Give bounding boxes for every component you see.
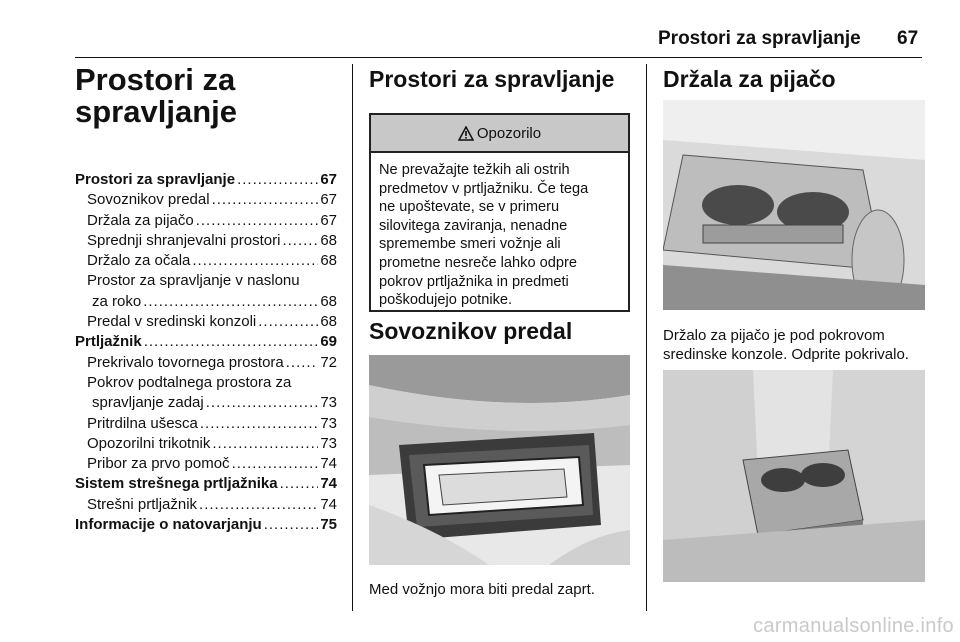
toc-entry-page: 73 [320, 394, 337, 412]
toc-entry-page: 73 [320, 434, 337, 452]
rear-cupholder-illustration [663, 370, 925, 582]
glovebox-illustration [369, 355, 630, 565]
toc-entry-page: 67 [320, 191, 337, 209]
toc-entry-label: Predal v sredinski konzoli [87, 313, 257, 331]
toc-entry-label: Prekrivalo tovornega prostora [87, 353, 284, 371]
toc-entry-label: Pokrov podtalnega prostora za [87, 373, 292, 391]
section-title: Prostori za spravljanje [369, 66, 615, 92]
watermark: carmanualsonline.info [753, 615, 954, 637]
toc-entry-page: 67 [320, 211, 337, 229]
cupholder-caption [663, 326, 909, 364]
toc-entry-label: Sprednji shranjevalni prostori [87, 231, 281, 249]
toc-entry-label: Opozorilni trikotnik [87, 434, 211, 452]
caption-line: Držalo za pijačo je pod pokrovom [663, 327, 885, 344]
warning-line: poškodujejo potnike. [379, 292, 513, 309]
warning-triangle-icon [458, 126, 474, 141]
toc-entry-label: Držala za pijačo [87, 211, 194, 229]
toc-entry-page: 69 [320, 333, 337, 351]
toc-entry-label: za roko [92, 292, 142, 310]
toc-entry-page: 68 [320, 231, 337, 249]
toc-leader-dots [206, 393, 319, 413]
toc-entry[interactable] [75, 190, 337, 210]
toc-entry[interactable] [75, 434, 337, 454]
toc-leader-dots [258, 312, 318, 332]
toc-entry[interactable] [75, 251, 337, 271]
toc-leader-dots [212, 190, 319, 210]
toc-entry-page: 73 [320, 414, 337, 432]
toc-entry[interactable] [75, 312, 337, 332]
toc-entry-page: 74 [320, 495, 337, 513]
toc-entry[interactable] [75, 231, 337, 251]
warning-line: predmetov v prtljažniku. Če tega [379, 180, 589, 197]
warning-line: pokrov prtljažnika in predmeti [379, 273, 569, 290]
toc-entry-label: Informacije o natovarjanju [75, 516, 262, 534]
toc-entry-label: Držalo za očala [87, 252, 191, 270]
toc-leader-dots [199, 495, 318, 515]
toc-entry[interactable] [75, 414, 337, 434]
toc-entry-page: 74 [320, 475, 337, 493]
glovebox-caption: Med vožnjo mora biti predal zaprt. [369, 581, 595, 598]
toc-entry-label: Prostor za spravljanje v naslonu [87, 272, 300, 290]
toc-entry[interactable] [75, 353, 337, 373]
warning-line: spremembe smeri vožnje ali [379, 236, 561, 253]
warning-line: Ne prevažajte težkih ali ostrih [379, 162, 570, 178]
toc-leader-dots [237, 170, 318, 190]
toc-entry-label: Sovoznikov predal [87, 191, 210, 209]
toc-entry[interactable] [75, 454, 337, 474]
warning-header [371, 115, 628, 153]
front-cupholder-illustration [663, 100, 925, 310]
warning-line: ne upoštevate, se v primeru [379, 199, 560, 216]
page-number: 67 [897, 28, 919, 49]
toc-leader-dots [280, 474, 319, 494]
toc-entry[interactable] [75, 515, 337, 535]
toc-leader-dots [212, 434, 318, 454]
toc-leader-dots [286, 353, 319, 373]
toc-leader-dots [143, 292, 318, 312]
toc-entry-page: 68 [320, 313, 337, 331]
chapter-title: Prostori za spravljanje [75, 62, 237, 129]
toc-entry-label: Pritrdilna ušesca [87, 414, 198, 432]
warning-line: silovitega zaviranja, nenadne [379, 217, 568, 234]
toc-entry[interactable] [75, 170, 337, 190]
toc-entry-label: spravljanje zadaj [92, 394, 204, 412]
toc-entry[interactable] [75, 474, 337, 494]
toc-entry-label: Prostori za spravljanje [75, 171, 236, 188]
toc-entry-page: 72 [320, 353, 337, 371]
toc-entry-label: Prtljažnik [75, 333, 142, 351]
running-header-title: Prostori za spravljanje [658, 28, 861, 49]
toc-entry-page: 75 [320, 516, 337, 534]
toc-entry[interactable] [75, 332, 337, 352]
toc-leader-dots [232, 454, 319, 474]
toc-entry-label: Sistem strešnega prtljažnika [75, 475, 278, 493]
column-divider-right [646, 64, 647, 611]
toc-entry[interactable] [75, 271, 337, 291]
warning-title: Opozorilo [476, 124, 542, 142]
toc-entry-label: Pribor za prvo pomoč [87, 455, 230, 473]
toc-entry-page: 67 [320, 171, 337, 188]
toc-entry-label: Strešni prtljažnik [87, 495, 198, 513]
toc-entry[interactable] [75, 495, 337, 515]
warning-text [371, 153, 628, 310]
cupholder-title: Držala za pijačo [663, 66, 836, 92]
toc-entry[interactable] [75, 292, 337, 312]
toc-entry[interactable] [75, 211, 337, 231]
glovebox-title: Sovoznikov predal [369, 318, 573, 344]
toc-leader-dots [282, 231, 318, 251]
header-rule [75, 57, 922, 58]
toc-entry-page: 74 [320, 455, 337, 473]
toc-leader-dots [144, 332, 319, 352]
column-divider-left [352, 64, 353, 611]
toc-leader-dots [264, 515, 319, 535]
warning-line: prometne nesreče lahko odpre [379, 254, 577, 271]
toc-entry[interactable] [75, 373, 337, 393]
toc-entry[interactable] [75, 393, 337, 413]
toc-entry-page: 68 [320, 252, 337, 270]
caption-line: sredinske konzole. Odprite pokrivalo. [663, 346, 909, 363]
toc-leader-dots [196, 211, 319, 231]
table-of-contents [75, 170, 337, 535]
warning-box [369, 113, 630, 312]
toc-entry-page: 68 [320, 292, 337, 310]
toc-leader-dots [192, 251, 318, 271]
toc-leader-dots [200, 414, 318, 434]
